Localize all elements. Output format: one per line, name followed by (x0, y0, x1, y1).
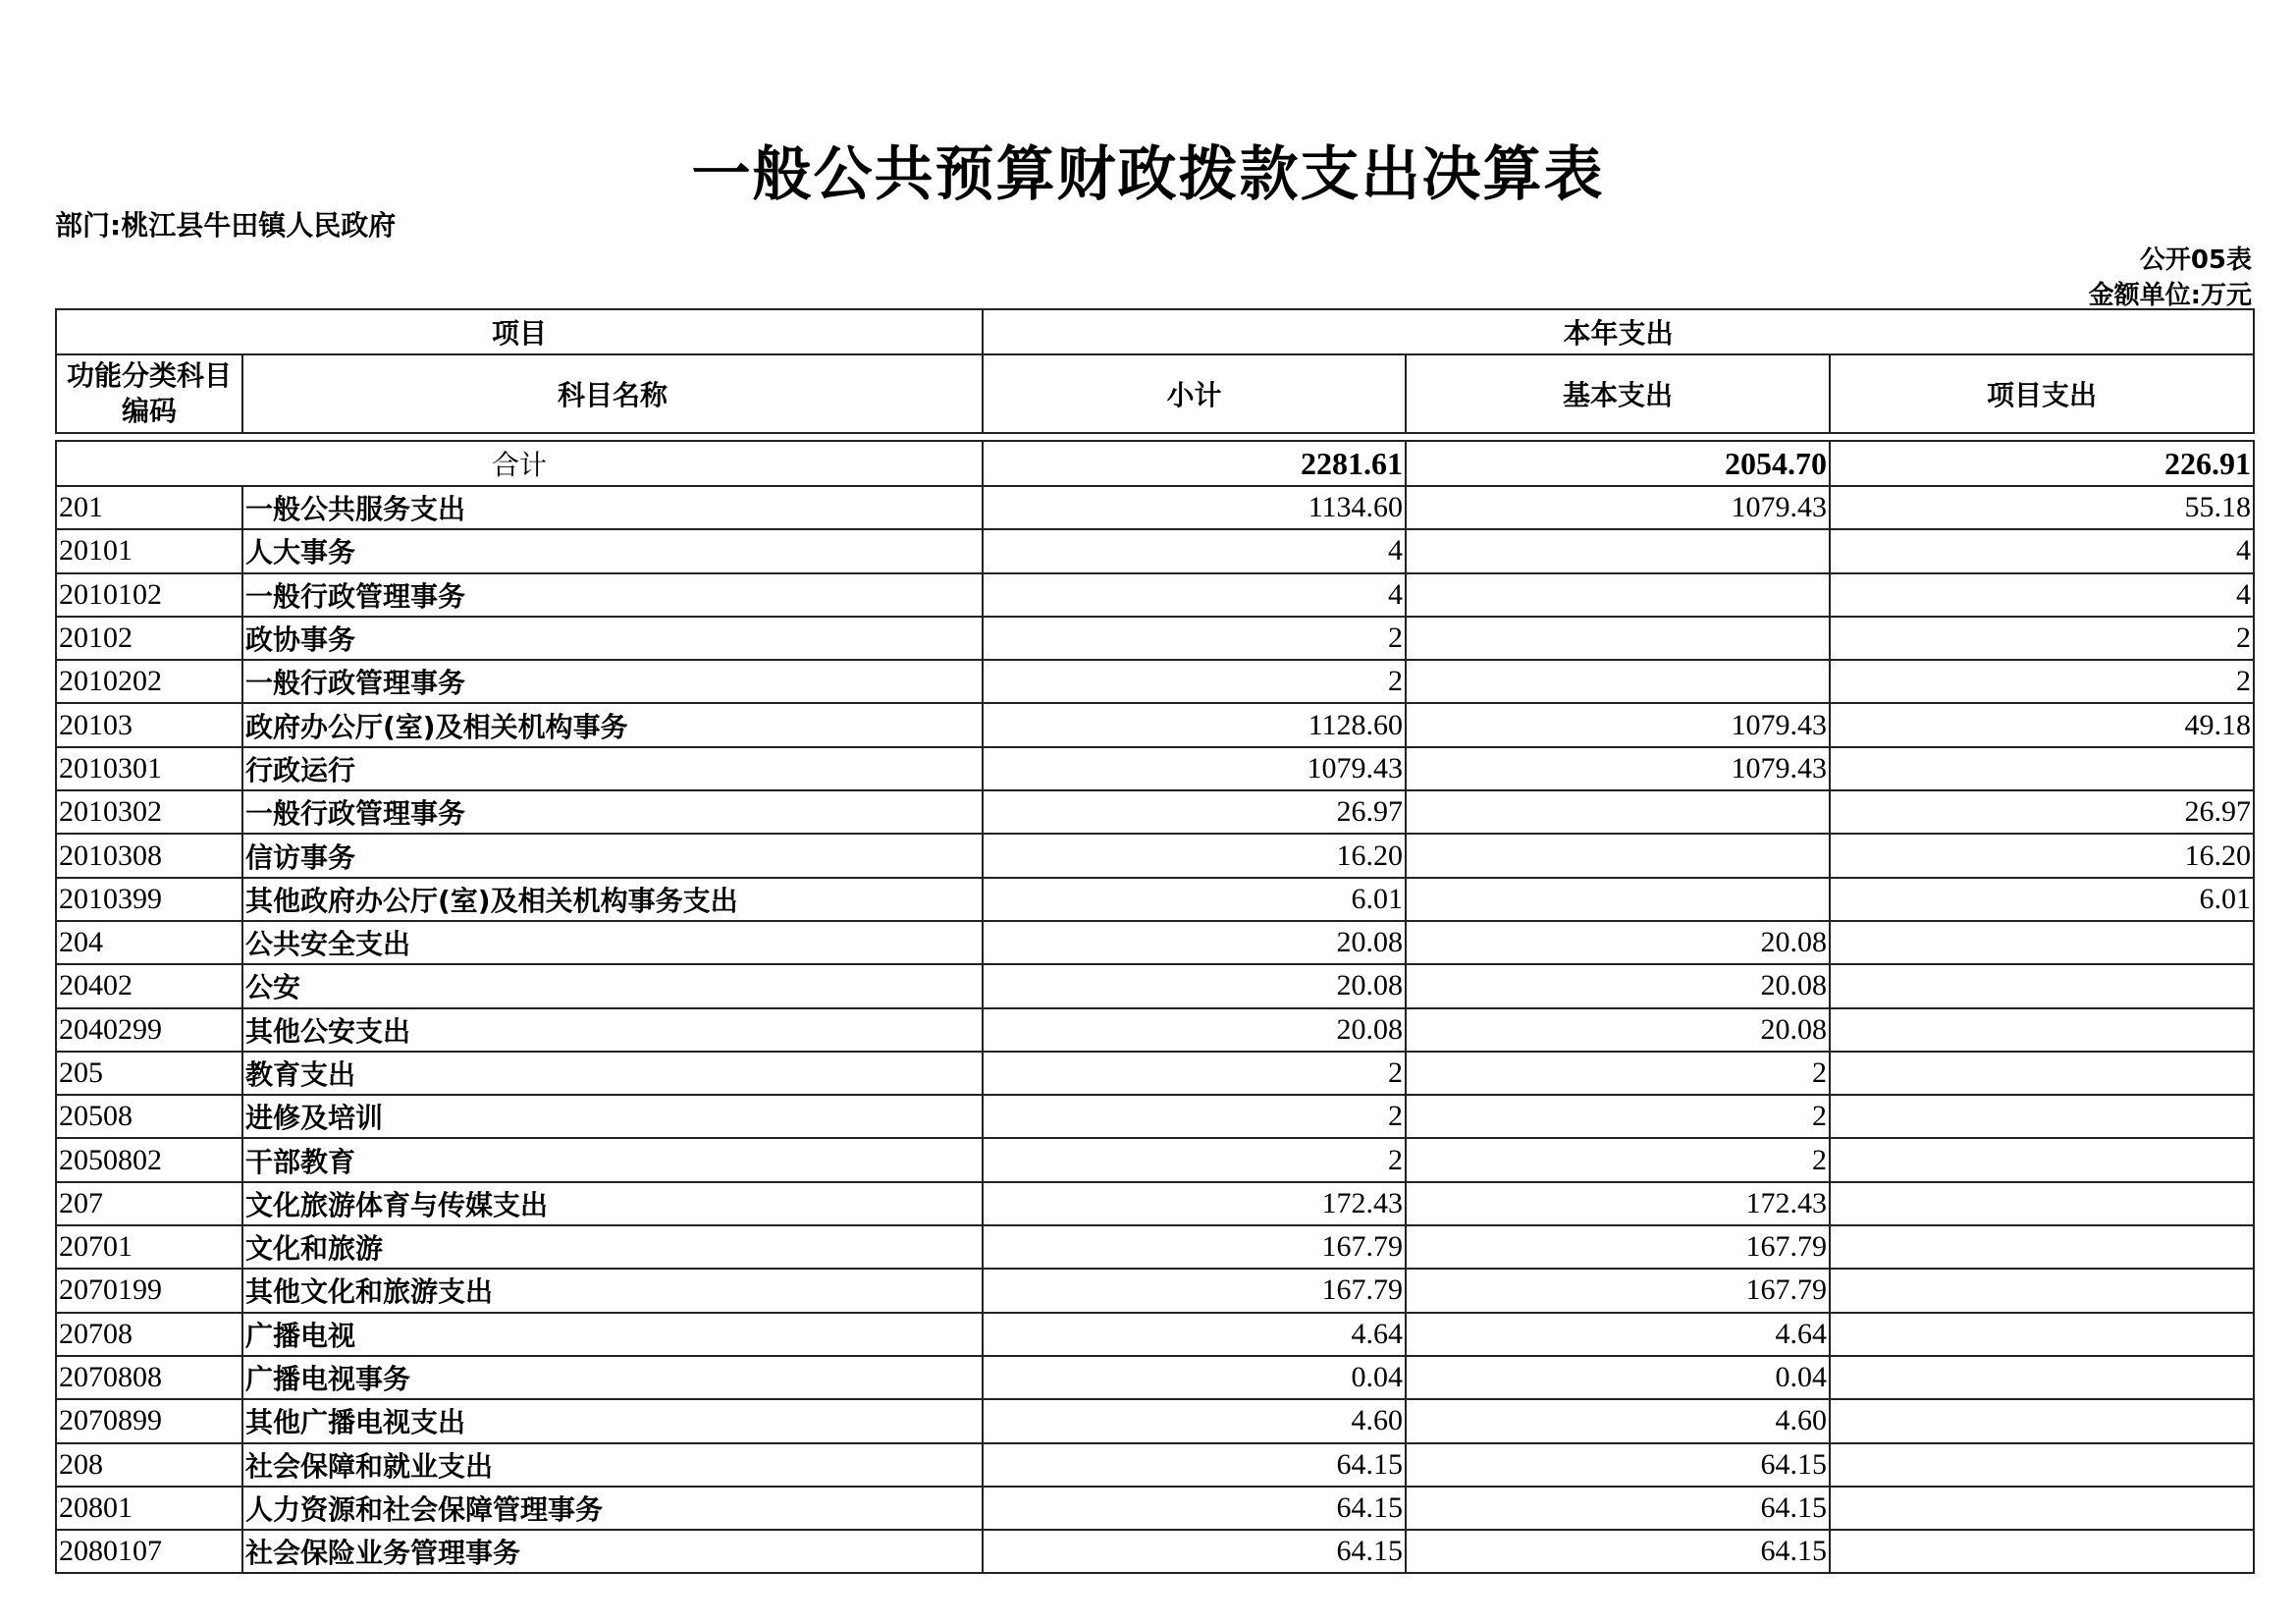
row-code: 2010399 (56, 878, 242, 921)
header-row-columns (56, 354, 2254, 433)
row-name: 干部教育 (242, 1138, 983, 1181)
header-basic: 基本支出 (1406, 354, 1830, 433)
row-code: 2070808 (56, 1356, 242, 1399)
row-project (1830, 1313, 2254, 1356)
row-code: 201 (56, 486, 242, 529)
row-basic: 64.15 (1406, 1530, 1830, 1573)
row-project: 49.18 (1830, 703, 2254, 746)
total-subtotal: 2281.61 (983, 441, 1406, 486)
row-subtotal: 2 (983, 1138, 1406, 1181)
table-row (56, 703, 2254, 746)
row-project (1830, 1225, 2254, 1269)
row-name: 一般公共服务支出 (242, 486, 983, 529)
row-name: 其他公安支出 (242, 1008, 983, 1052)
table-row (56, 617, 2254, 660)
row-subtotal: 20.08 (983, 964, 1406, 1007)
table-row (56, 1138, 2254, 1181)
row-basic: 1079.43 (1406, 703, 1830, 746)
row-basic: 167.79 (1406, 1269, 1830, 1312)
table-row (56, 921, 2254, 964)
row-project (1830, 1443, 2254, 1487)
total-row (56, 441, 2254, 486)
row-basic: 1079.43 (1406, 747, 1830, 790)
table-row (56, 834, 2254, 877)
row-project (1830, 1356, 2254, 1399)
row-name: 一般行政管理事务 (242, 573, 983, 617)
row-subtotal: 2 (983, 1052, 1406, 1095)
form-number: 公开05表 (2139, 245, 2252, 275)
row-project (1830, 747, 2254, 790)
row-project (1830, 1530, 2254, 1573)
row-basic: 20.08 (1406, 921, 1830, 964)
row-code: 20801 (56, 1487, 242, 1530)
row-name: 文化旅游体育与传媒支出 (242, 1182, 983, 1225)
row-code: 208 (56, 1443, 242, 1487)
header-code: 功能分类科目编码 (56, 354, 242, 433)
row-code: 20701 (56, 1225, 242, 1269)
row-name: 行政运行 (242, 747, 983, 790)
row-name: 人大事务 (242, 529, 983, 572)
row-project (1830, 1052, 2254, 1095)
row-code: 2010308 (56, 834, 242, 877)
row-name: 社会保险业务管理事务 (242, 1530, 983, 1573)
row-subtotal: 167.79 (983, 1225, 1406, 1269)
table-row (56, 1182, 2254, 1225)
row-code: 2010301 (56, 747, 242, 790)
row-subtotal: 1128.60 (983, 703, 1406, 746)
expenditure-table (55, 308, 2255, 1574)
header-current-year-group: 本年支出 (983, 309, 2254, 354)
row-subtotal: 4 (983, 573, 1406, 617)
row-name: 进修及培训 (242, 1095, 983, 1138)
row-project (1830, 1008, 2254, 1052)
row-project (1830, 1138, 2254, 1181)
table-row (56, 1487, 2254, 1530)
header-name: 科目名称 (242, 354, 983, 433)
row-basic: 4.64 (1406, 1313, 1830, 1356)
table-row (56, 790, 2254, 834)
row-subtotal: 16.20 (983, 834, 1406, 877)
total-project: 226.91 (1830, 441, 2254, 486)
row-basic: 0.04 (1406, 1356, 1830, 1399)
row-code: 2070199 (56, 1269, 242, 1312)
row-subtotal: 4 (983, 529, 1406, 572)
amount-unit: 金额单位:万元 (2088, 281, 2252, 310)
header-row-group (56, 309, 2254, 354)
row-basic: 2 (1406, 1138, 1830, 1181)
row-code: 2050802 (56, 1138, 242, 1181)
row-subtotal: 64.15 (983, 1487, 1406, 1530)
row-code: 20508 (56, 1095, 242, 1138)
row-code: 2010102 (56, 573, 242, 617)
row-basic: 20.08 (1406, 964, 1830, 1007)
table-row (56, 1095, 2254, 1138)
row-subtotal: 0.04 (983, 1356, 1406, 1399)
row-name: 其他文化和旅游支出 (242, 1269, 983, 1312)
row-project (1830, 921, 2254, 964)
row-subtotal: 64.15 (983, 1443, 1406, 1487)
row-subtotal: 4.64 (983, 1313, 1406, 1356)
row-basic: 2 (1406, 1052, 1830, 1095)
row-code: 2010202 (56, 660, 242, 703)
row-subtotal: 20.08 (983, 921, 1406, 964)
row-code: 20103 (56, 703, 242, 746)
row-basic: 1079.43 (1406, 486, 1830, 529)
row-subtotal: 4.60 (983, 1399, 1406, 1442)
row-project (1830, 1095, 2254, 1138)
row-subtotal: 26.97 (983, 790, 1406, 834)
row-name: 广播电视事务 (242, 1356, 983, 1399)
row-name: 政协事务 (242, 617, 983, 660)
table-row (56, 1443, 2254, 1487)
row-code: 204 (56, 921, 242, 964)
row-code: 2080107 (56, 1530, 242, 1573)
row-basic: 64.15 (1406, 1443, 1830, 1487)
row-name: 信访事务 (242, 834, 983, 877)
row-code: 20102 (56, 617, 242, 660)
row-basic (1406, 617, 1830, 660)
row-name: 广播电视 (242, 1313, 983, 1356)
row-subtotal: 1079.43 (983, 747, 1406, 790)
row-name: 一般行政管理事务 (242, 790, 983, 834)
row-subtotal: 20.08 (983, 1008, 1406, 1052)
row-name: 教育支出 (242, 1052, 983, 1095)
row-subtotal: 6.01 (983, 878, 1406, 921)
row-subtotal: 172.43 (983, 1182, 1406, 1225)
row-basic: 172.43 (1406, 1182, 1830, 1225)
row-name: 政府办公厅(室)及相关机构事务 (242, 703, 983, 746)
table-row (56, 1399, 2254, 1442)
row-subtotal: 2 (983, 660, 1406, 703)
row-basic: 2 (1406, 1095, 1830, 1138)
row-code: 2070899 (56, 1399, 242, 1442)
gap-cell (56, 433, 2254, 441)
table-row (56, 1052, 2254, 1095)
header-project: 项目支出 (1830, 354, 2254, 433)
table-row (56, 1530, 2254, 1573)
row-basic (1406, 660, 1830, 703)
row-project (1830, 1487, 2254, 1530)
row-name: 其他广播电视支出 (242, 1399, 983, 1442)
table-row (56, 529, 2254, 572)
row-code: 2040299 (56, 1008, 242, 1052)
row-name: 社会保障和就业支出 (242, 1443, 983, 1487)
row-project: 16.20 (1830, 834, 2254, 877)
row-subtotal: 2 (983, 1095, 1406, 1138)
row-basic (1406, 878, 1830, 921)
row-project (1830, 964, 2254, 1007)
department-label: 部门:桃江县牛田镇人民政府 (55, 209, 397, 242)
row-project: 4 (1830, 573, 2254, 617)
row-basic (1406, 573, 1830, 617)
table-row (56, 1269, 2254, 1312)
page-title: 一般公共预算财政拨款支出决算表 (691, 140, 1605, 209)
row-code: 20708 (56, 1313, 242, 1356)
row-basic: 64.15 (1406, 1487, 1830, 1530)
row-code: 2010302 (56, 790, 242, 834)
row-project: 6.01 (1830, 878, 2254, 921)
total-basic: 2054.70 (1406, 441, 1830, 486)
row-basic: 167.79 (1406, 1225, 1830, 1269)
row-basic (1406, 529, 1830, 572)
table-row (56, 486, 2254, 529)
row-code: 205 (56, 1052, 242, 1095)
row-name: 一般行政管理事务 (242, 660, 983, 703)
row-basic (1406, 790, 1830, 834)
row-project (1830, 1399, 2254, 1442)
table-row (56, 660, 2254, 703)
row-subtotal: 167.79 (983, 1269, 1406, 1312)
row-project: 4 (1830, 529, 2254, 572)
table-row (56, 1008, 2254, 1052)
table-row (56, 1356, 2254, 1399)
table-row (56, 1313, 2254, 1356)
row-project: 2 (1830, 660, 2254, 703)
total-label: 合计 (56, 441, 983, 486)
row-project: 55.18 (1830, 486, 2254, 529)
row-code: 20101 (56, 529, 242, 572)
row-basic: 4.60 (1406, 1399, 1830, 1442)
header-gap (56, 433, 2254, 441)
row-subtotal: 1134.60 (983, 486, 1406, 529)
row-project: 2 (1830, 617, 2254, 660)
row-subtotal: 64.15 (983, 1530, 1406, 1573)
row-name: 公共安全支出 (242, 921, 983, 964)
row-name: 公安 (242, 964, 983, 1007)
row-project (1830, 1269, 2254, 1312)
row-project (1830, 1182, 2254, 1225)
table-row (56, 747, 2254, 790)
table-row (56, 1225, 2254, 1269)
row-basic: 20.08 (1406, 1008, 1830, 1052)
row-basic (1406, 834, 1830, 877)
row-name: 文化和旅游 (242, 1225, 983, 1269)
row-code: 207 (56, 1182, 242, 1225)
row-project: 26.97 (1830, 790, 2254, 834)
table-row (56, 878, 2254, 921)
header-subtotal: 小计 (983, 354, 1406, 433)
table-row (56, 964, 2254, 1007)
row-subtotal: 2 (983, 617, 1406, 660)
row-code: 20402 (56, 964, 242, 1007)
table-row (56, 573, 2254, 617)
header-item-group: 项目 (56, 309, 983, 354)
row-name: 其他政府办公厅(室)及相关机构事务支出 (242, 878, 983, 921)
row-name: 人力资源和社会保障管理事务 (242, 1487, 983, 1530)
